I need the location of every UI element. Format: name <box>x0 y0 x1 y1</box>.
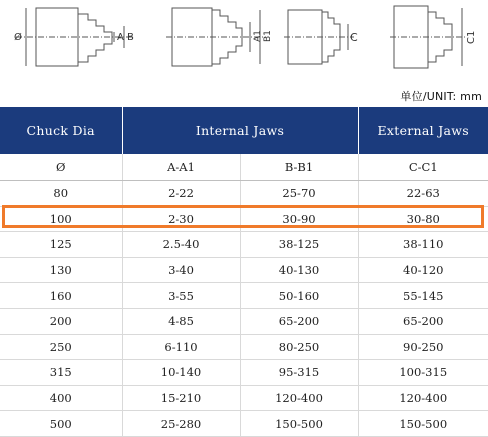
dimension-b-label: B <box>127 32 134 43</box>
cell-chuck-dia: 125 <box>0 232 122 258</box>
cell-b-b1: 95-315 <box>240 360 358 386</box>
cell-chuck-dia: 500 <box>0 411 122 437</box>
cell-a-a1: 25-280 <box>122 411 240 437</box>
cell-b-b1: 120-400 <box>240 385 358 411</box>
cell-c-c1: 150-500 <box>358 411 488 437</box>
cell-b-b1: 80-250 <box>240 334 358 360</box>
table-header-row <box>0 107 488 154</box>
cell-c-c1: 90-250 <box>358 334 488 360</box>
cell-chuck-dia: 400 <box>0 385 122 411</box>
cell-chuck-dia: 250 <box>0 334 122 360</box>
diameter-label: Ø <box>14 32 22 43</box>
cell-c-c1: 55-145 <box>358 283 488 309</box>
table-row <box>0 360 488 386</box>
chuck-dimension-a1-b1-icon <box>166 0 276 76</box>
table-row <box>0 232 488 258</box>
cell-a-a1: 3-55 <box>122 283 240 309</box>
chuck-dimension-c1-icon <box>390 0 486 76</box>
cell-c-c1: 120-400 <box>358 385 488 411</box>
cell-c-c1: 22-63 <box>358 181 488 207</box>
cell-b-b1: 150-500 <box>240 411 358 437</box>
chuck-jaw-range-table <box>0 107 488 437</box>
table-row <box>0 334 488 360</box>
cell-chuck-dia: 160 <box>0 283 122 309</box>
unit-label: 单位/UNIT: mm <box>400 90 482 103</box>
cell-chuck-dia: 130 <box>0 257 122 283</box>
table-row <box>0 411 488 437</box>
dimension-c-label: C <box>350 31 358 44</box>
cell-b-b1: 40-130 <box>240 257 358 283</box>
dimension-diagrams <box>0 0 488 78</box>
subheader-a-a1: A-A1 <box>122 154 240 181</box>
header-internal-jaws: Internal Jaws <box>122 107 358 154</box>
cell-a-a1: 6-110 <box>122 334 240 360</box>
cell-c-c1: 38-110 <box>358 232 488 258</box>
cell-a-a1: 2.5-40 <box>122 232 240 258</box>
dimension-a-label: A <box>117 32 124 43</box>
cell-a-a1: 2-30 <box>122 206 240 232</box>
cell-chuck-dia: 80 <box>0 181 122 207</box>
cell-b-b1: 65-200 <box>240 308 358 334</box>
dimension-c1-label: C1 <box>466 30 477 44</box>
cell-b-b1: 50-160 <box>240 283 358 309</box>
cell-chuck-dia: 200 <box>0 308 122 334</box>
dimension-b1-label: B1 <box>263 30 273 42</box>
cell-c-c1: 40-120 <box>358 257 488 283</box>
cell-b-b1: 25-70 <box>240 181 358 207</box>
table-row <box>0 181 488 207</box>
header-external-jaws: External Jaws <box>358 107 488 154</box>
cell-chuck-dia: 100 <box>0 206 122 232</box>
cell-chuck-dia: 315 <box>0 360 122 386</box>
table-row <box>0 308 488 334</box>
cell-a-a1: 3-40 <box>122 257 240 283</box>
table-subheader-row <box>0 154 488 181</box>
cell-a-a1: 10-140 <box>122 360 240 386</box>
cell-c-c1: 100-315 <box>358 360 488 386</box>
table-row-highlighted <box>0 206 488 232</box>
subheader-diameter: Ø <box>0 154 122 181</box>
table-row <box>0 257 488 283</box>
cell-c-c1: 65-200 <box>358 308 488 334</box>
cell-a-a1: 2-22 <box>122 181 240 207</box>
cell-b-b1: 30-90 <box>240 206 358 232</box>
cell-b-b1: 38-125 <box>240 232 358 258</box>
cell-c-c1: 30-80 <box>358 206 488 232</box>
header-chuck-dia: Chuck Dia <box>0 107 122 154</box>
subheader-c-c1: C-C1 <box>358 154 488 181</box>
table-row <box>0 283 488 309</box>
chuck-dimension-a-b-icon <box>14 0 136 76</box>
dimension-a1-label: A1 <box>253 30 263 42</box>
subheader-b-b1: B-B1 <box>240 154 358 181</box>
chuck-dimension-c-icon <box>284 0 366 76</box>
table-row <box>0 385 488 411</box>
cell-a-a1: 4-85 <box>122 308 240 334</box>
cell-a-a1: 15-210 <box>122 385 240 411</box>
